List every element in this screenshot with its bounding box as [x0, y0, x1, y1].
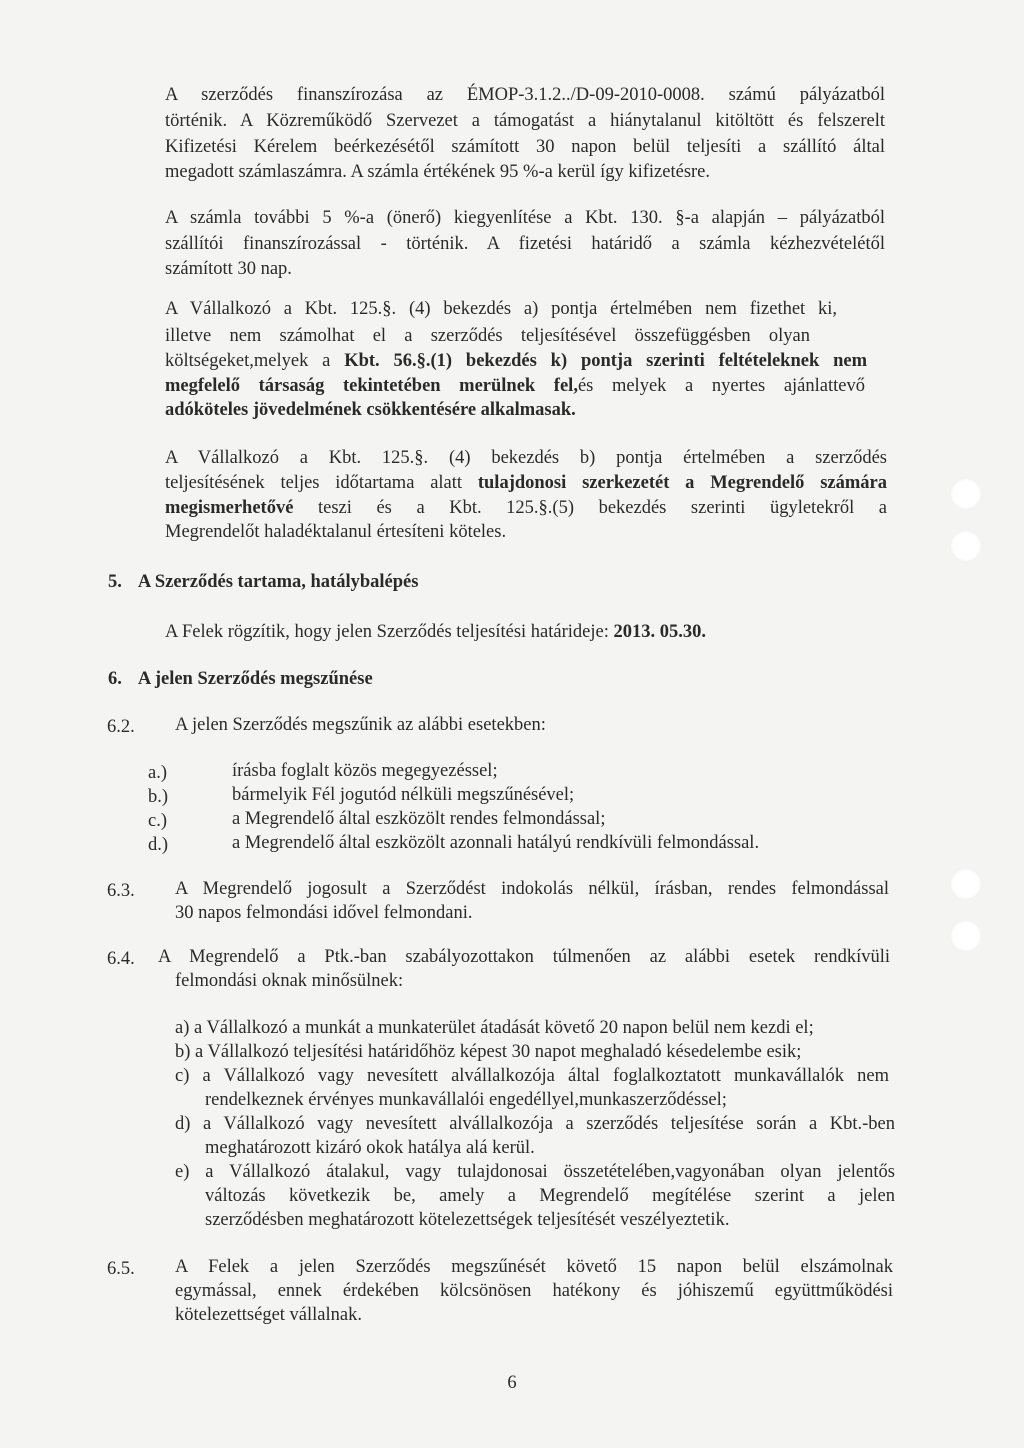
text-line: c) a Vállalkozó vagy nevesített alvállalkozója által foglalkoztatott munkavállalók nem	[175, 1066, 889, 1086]
text-line: Megrendelőt haladéktalanul értesíteni köteles.	[165, 522, 507, 542]
list-item: írásba foglalt közös megegyezéssel;	[232, 761, 498, 781]
subsection-6-2-text: A jelen Szerződés megszűnik az alábbi esetekben:	[175, 715, 546, 735]
text-line: e) a Vállalkozó átalakul, vagy tulajdonosai összetételében,vagyonában olyan jelentős	[175, 1162, 895, 1182]
bold-text: Kbt. 56.§.(1) bekezdés k) pontja szerinti feltételeknek nem	[344, 351, 868, 371]
paragraph-ownership-cont	[165, 521, 887, 543]
text-line: A Megrendelő a Ptk.-ban szabályozottakon túlmenően az alábbi esetek rendkívüli	[158, 947, 890, 967]
subsection-number: 6.5.	[107, 1259, 135, 1279]
text-run: költségeket,melyek a	[165, 351, 345, 371]
text-line: történik. A Közreműködő Szervezet a támogatást a hiánytalanul kitöltött és felszerelt	[165, 111, 885, 131]
list-letter: d.)	[148, 835, 169, 855]
subsection-number: 6.2.	[107, 717, 135, 737]
list-item	[175, 1161, 895, 1183]
text-line: A szerződés finanszírozása az ÉMOP-3.1.2../D-09-2010-0008. számú pályázatból	[165, 85, 885, 105]
list-item-cont: szerződésben meghatározott kötelezettségek teljesítését veszélyeztetik.	[205, 1210, 730, 1230]
subsection-6-5-text-cont	[175, 1280, 893, 1302]
subsection-number: 6.4.	[107, 949, 135, 969]
deadline-date: 2013. 05.30.	[613, 622, 706, 642]
paragraph-financing	[165, 84, 885, 106]
section-title: A jelen Szerződés megszűnése	[137, 669, 373, 689]
bold-text: tulajdonosi szerkezetét a Megrendelő számára	[477, 473, 887, 493]
section-5-text	[165, 621, 885, 643]
text-line	[165, 497, 887, 519]
text-line: számított 30 nap.	[165, 259, 292, 279]
text-line: d) a Vállalkozó vagy nevesített alvállalkozója a szerződés teljesítése során a Kbt.-ben	[175, 1114, 895, 1134]
list-item: bármelyik Fél jogutód nélküli megszűnésével;	[232, 785, 575, 805]
subsection-6-4-text-cont: felmondási oknak minősülnek:	[175, 971, 404, 991]
text-line: egymással, ennek érdekében kölcsönösen hatékony és jóhiszemű együttműködési	[175, 1281, 893, 1301]
punch-hole	[950, 868, 982, 900]
section-number: 6.	[108, 669, 122, 689]
subsection-6-5-text	[175, 1256, 893, 1278]
section-title: A Szerződés tartama, hatálybalépés	[137, 572, 419, 592]
text-run: A Felek rögzítik, hogy jelen Szerződés teljesítési határideje:	[165, 622, 614, 642]
text-run: és melyek a nyertes ajánlattevő	[577, 376, 865, 396]
text-line: változás következik be, amely a Megrendelő megítélése szerint a jelen	[205, 1186, 895, 1206]
paragraph-ownership-cont	[165, 472, 887, 494]
paragraph-contractor-costs	[165, 298, 837, 320]
text-line	[165, 399, 867, 421]
punch-hole	[950, 530, 982, 562]
section-5-heading	[108, 571, 708, 593]
list-item: a Megrendelő által eszközölt rendes felmondással;	[232, 809, 606, 829]
list-item-cont	[205, 1185, 895, 1207]
paragraph-own-share	[165, 207, 885, 229]
subsection-6-5-text-cont: kötelezettséget vállalnak.	[175, 1305, 362, 1325]
paragraph-ownership-cont	[165, 497, 887, 519]
text-line	[165, 350, 867, 372]
punch-hole	[950, 478, 982, 510]
paragraph-ownership	[165, 447, 887, 469]
subsection-number: 6.3.	[107, 881, 135, 901]
paragraph-financing-cont	[165, 161, 885, 183]
text-line	[165, 472, 887, 494]
paragraph-financing-cont	[165, 136, 885, 158]
paragraph-contractor-costs-cont	[165, 399, 867, 421]
subsection-6-3-text-cont: 30 napos felmondási idővel felmondani.	[175, 903, 473, 923]
list-item	[175, 1113, 895, 1135]
list-item	[175, 1065, 889, 1087]
paragraph-contractor-costs-cont	[165, 375, 865, 397]
text-run: teljesítésének teljes időtartama alatt	[165, 473, 478, 493]
list-letter: a.)	[148, 763, 167, 783]
section-number: 5.	[108, 572, 122, 592]
list-item-cont: rendelkeznek érvényes munkavállalói engedéllyel,munkaszerződéssel;	[205, 1090, 727, 1110]
text-line: Kifizetési Kérelem beérkezésétől számított 30 napon belül teljesíti a szállító által	[165, 137, 885, 157]
bold-text: megfelelő társaság tekintetében merülnek fel,	[165, 376, 578, 396]
text-line: A Vállalkozó a Kbt. 125.§. (4) bekezdés b) pontja értelmében a szerződés	[165, 448, 887, 468]
list-item: a) a Vállalkozó a munkát a munkaterület átadását követő 20 napon belül nem kezdi el;	[175, 1018, 814, 1038]
list-item: a Megrendelő által eszközölt azonnali hatályú rendkívüli felmondással.	[232, 833, 760, 853]
text-line: szállítói finanszírozással - történik. A fizetési határidő a számla kézhezvételétől	[165, 234, 885, 254]
paragraph-own-share-cont	[165, 233, 885, 255]
paragraph-contractor-costs-cont	[165, 325, 810, 347]
text-line: A Felek a jelen Szerződés megszűnését követő 15 napon belül elszámolnak	[175, 1257, 893, 1277]
text-line: megadott számlaszámra. A számla értékének 95 %-a kerül így kifizetésre.	[165, 162, 711, 182]
text-line: A számla további 5 %-a (önerő) kiegyenlítése a Kbt. 130. §-a alapján – pályázatból	[165, 208, 885, 228]
bold-text: megismerhetővé	[165, 498, 294, 518]
list-item-cont: meghatározott kizáró okok hatálya alá kerül.	[205, 1138, 535, 1158]
punch-hole	[950, 920, 982, 952]
page-number: 6	[507, 1373, 517, 1393]
subsection-6-3-text	[175, 878, 889, 900]
text-line: illetve nem számolhat el a szerződés teljesítésével összefüggésben olyan	[165, 326, 810, 346]
subsection-6-4-text	[158, 946, 890, 968]
paragraph-own-share-cont	[165, 258, 885, 280]
text-line: A Megrendelő jogosult a Szerződést indokolás nélkül, írásban, rendes felmondással	[175, 879, 889, 899]
list-letter: b.)	[148, 787, 169, 807]
text-run: teszi és a Kbt. 125.§.(5) bekezdés szerinti ügyletekről a	[293, 498, 887, 518]
section-6-heading	[108, 668, 708, 690]
paragraph-financing-cont	[165, 110, 885, 132]
list-item: b) a Vállalkozó teljesítési határidőhöz képest 30 napot meghaladó késedelembe esik;	[175, 1042, 802, 1062]
paragraph-contractor-costs-cont	[165, 350, 867, 372]
list-letter: c.)	[148, 811, 167, 831]
text-line	[165, 375, 865, 397]
bold-text: adóköteles jövedelmének csökkentésére alkalmasak.	[165, 400, 576, 420]
text-line: A Vállalkozó a Kbt. 125.§. (4) bekezdés a) pontja értelmében nem fizethet ki,	[165, 299, 837, 319]
